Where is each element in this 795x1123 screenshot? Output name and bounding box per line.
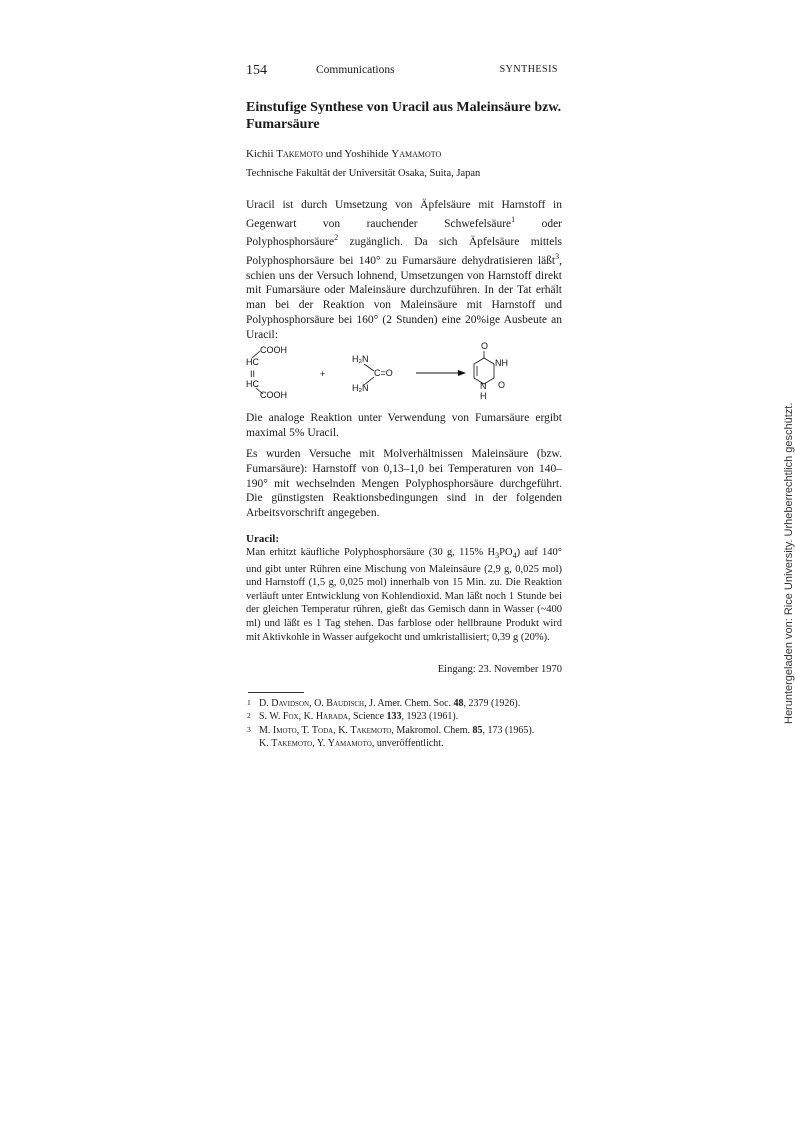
reference-item xyxy=(246,697,562,710)
journal-name: SYNTHESIS xyxy=(499,64,558,75)
ref-text: , O. xyxy=(309,698,327,709)
ref-author: Takemoto xyxy=(350,724,392,736)
author-2-family: Yamamoto xyxy=(391,148,442,160)
intro-text-4: , schien uns der Versuch lohnend, Umsetzungen von Harnstoff direkt mit Fumarsäure oder Maleinsäure durchzuführen. In der Tat erhält man bei der Reaktion von Maleinsäure mit Harnstoff und Polyphosphorsäure bei 160° (2 Stunden) eine 20%ige Ausbeute an Uracil: xyxy=(246,254,562,341)
footnote-divider xyxy=(248,692,304,693)
ref-text: , unveröffentlicht. xyxy=(371,737,444,749)
ref-author: Harada xyxy=(315,711,348,723)
ref-mark: 1 xyxy=(511,214,516,224)
article-title: Einstufige Synthese von Uracil aus Maleinsäure bzw. Fumarsäure xyxy=(246,100,562,132)
ref-text: , 1923 (1961). xyxy=(401,711,459,723)
chem-label: COOH xyxy=(260,345,287,355)
reference-item xyxy=(246,710,562,723)
ref-mark: 2 xyxy=(334,233,339,243)
ref-text: , Science xyxy=(347,711,387,723)
reference-mark: 2 xyxy=(247,711,251,721)
author-1-family: Takemoto xyxy=(276,148,323,160)
reaction-scheme-drawing xyxy=(246,340,562,406)
ref-volume: 85 xyxy=(472,724,483,736)
chem-label: O xyxy=(498,380,506,390)
ref-author: Imoto xyxy=(272,724,297,736)
ref-author: Takemoto xyxy=(271,737,313,749)
author-2-given: Yoshihide xyxy=(344,148,389,160)
chem-label: C=O xyxy=(374,368,393,378)
chem-label: HC xyxy=(246,379,259,389)
chem-label: II xyxy=(250,369,256,379)
ref-text: , Y. xyxy=(312,737,328,749)
chem-label: HC xyxy=(246,357,259,367)
ref-author: Toda xyxy=(311,724,334,736)
reference-mark: 3 xyxy=(247,724,251,734)
ref-text: , Makromol. Chem. xyxy=(391,724,473,736)
author-conjunction: und xyxy=(325,148,343,160)
ref-text: , K. xyxy=(333,724,351,736)
received-date: Eingang: 23. November 1970 xyxy=(437,664,562,675)
reference-list xyxy=(246,697,562,750)
ref-mark: 3 xyxy=(555,252,560,262)
download-watermark: Heruntergeladen von: Rice University. Urheberrechtlich geschützt. xyxy=(783,402,795,724)
reference-item xyxy=(246,724,562,737)
procedure-text-1: Man erhitzt käufliche Polyphosphorsäure (30 g, 115% H xyxy=(246,547,496,558)
chem-label: NH xyxy=(495,358,508,368)
bond-line xyxy=(364,364,374,371)
procedure-text-2: PO xyxy=(499,547,513,558)
ref-text: , J. Amer. Chem. Soc. xyxy=(364,698,454,709)
chem-label: O xyxy=(481,341,489,351)
experimental-heading: Uracil: xyxy=(246,533,279,545)
reaction-scheme xyxy=(246,340,562,406)
intro-text-1: Uracil ist durch Umsetzung von Äpfelsäure mit Harnstoff in Gegenwart von rauchender Schwefelsäure xyxy=(246,199,562,230)
section-name: Communications xyxy=(316,64,395,76)
page-number: 154 xyxy=(246,63,267,78)
reference-mark: 1 xyxy=(247,698,251,707)
ref-text: , 2379 (1926). xyxy=(463,698,521,709)
ref-author: Yamamoto xyxy=(327,737,372,749)
ref-text: S. W. xyxy=(259,711,283,723)
plus-sign: + xyxy=(320,369,326,379)
affiliation: Technische Fakultät der Universität Osaka, Suita, Japan xyxy=(246,168,481,179)
ref-text: M. xyxy=(259,724,273,736)
chem-label: H₂N xyxy=(352,354,369,364)
chem-label: H₂N xyxy=(352,383,369,393)
ref-author: Davidson xyxy=(271,698,310,709)
reaction-arrowhead xyxy=(458,370,466,376)
procedure-text-3: ) auf 140° und gibt unter Rühren eine Mischung von Maleinsäure (2,9 g, 0,025 mol) und Harnstoff (1,5 g, 0,025 mol) innerhalb von 15 Min. zu. Die Reaktion verläuft unter Entwicklung von Kohlendioxid. Man läßt noch 1 Stunde bei der gleichen Temperatur rühren, gießt das Gemisch dann in Wasser (~400 ml) und läßt es 1 Tag stehen. Das farblose oder hellbraune Produkt wird mit Aktivkohle in Wasser aufgekocht und umkristallisiert; 0,39 g (20%). xyxy=(246,547,562,643)
ref-author: Fox xyxy=(282,711,299,723)
chem-label: COOH xyxy=(260,390,287,400)
subscript: 4 xyxy=(512,551,517,561)
ref-volume: 48 xyxy=(453,698,464,709)
ref-text: , K. xyxy=(298,711,316,723)
ref-text: D. xyxy=(259,698,272,709)
reference-item xyxy=(246,737,562,750)
intro-text-2: oder Polyphosphorsäure xyxy=(246,217,563,249)
ref-text: , T. xyxy=(296,724,312,736)
ref-author: Baudisch xyxy=(326,698,365,709)
chem-label: H xyxy=(480,391,487,401)
subscript: 3 xyxy=(495,551,500,561)
ref-volume: 133 xyxy=(386,711,402,723)
intro-text-3: zugänglich. Da sich Äpfelsäure mittels Polyphosphorsäure bei 140° zu Fumarsäure dehydratisieren läßt xyxy=(246,236,562,267)
intro-paragraph xyxy=(246,198,562,343)
ref-text: K. xyxy=(259,737,272,749)
page-header xyxy=(246,63,558,81)
ref-text: , 173 (1965). xyxy=(482,724,535,736)
chem-label: N xyxy=(480,381,487,391)
author-1-given: Kichii xyxy=(246,148,274,160)
fumaric-paragraph: Die analoge Reaktion unter Verwendung von Fumarsäure ergibt maximal 5% Uracil. xyxy=(246,412,562,439)
author-line xyxy=(246,148,562,160)
experimental-procedure xyxy=(246,546,562,644)
conditions-paragraph: Es wurden Versuche mit Molverhältnissen Maleinsäure (bzw. Fumarsäure): Harnstoff von 0,13–1,0 bei Temperaturen von 140–190° mit wechselnden Mengen Polyphosphorsäure durchgeführt. Die günstigsten Reaktionsbedingungen sind in der folgenden Arbeitsvorschrift angegeben. xyxy=(246,448,562,520)
